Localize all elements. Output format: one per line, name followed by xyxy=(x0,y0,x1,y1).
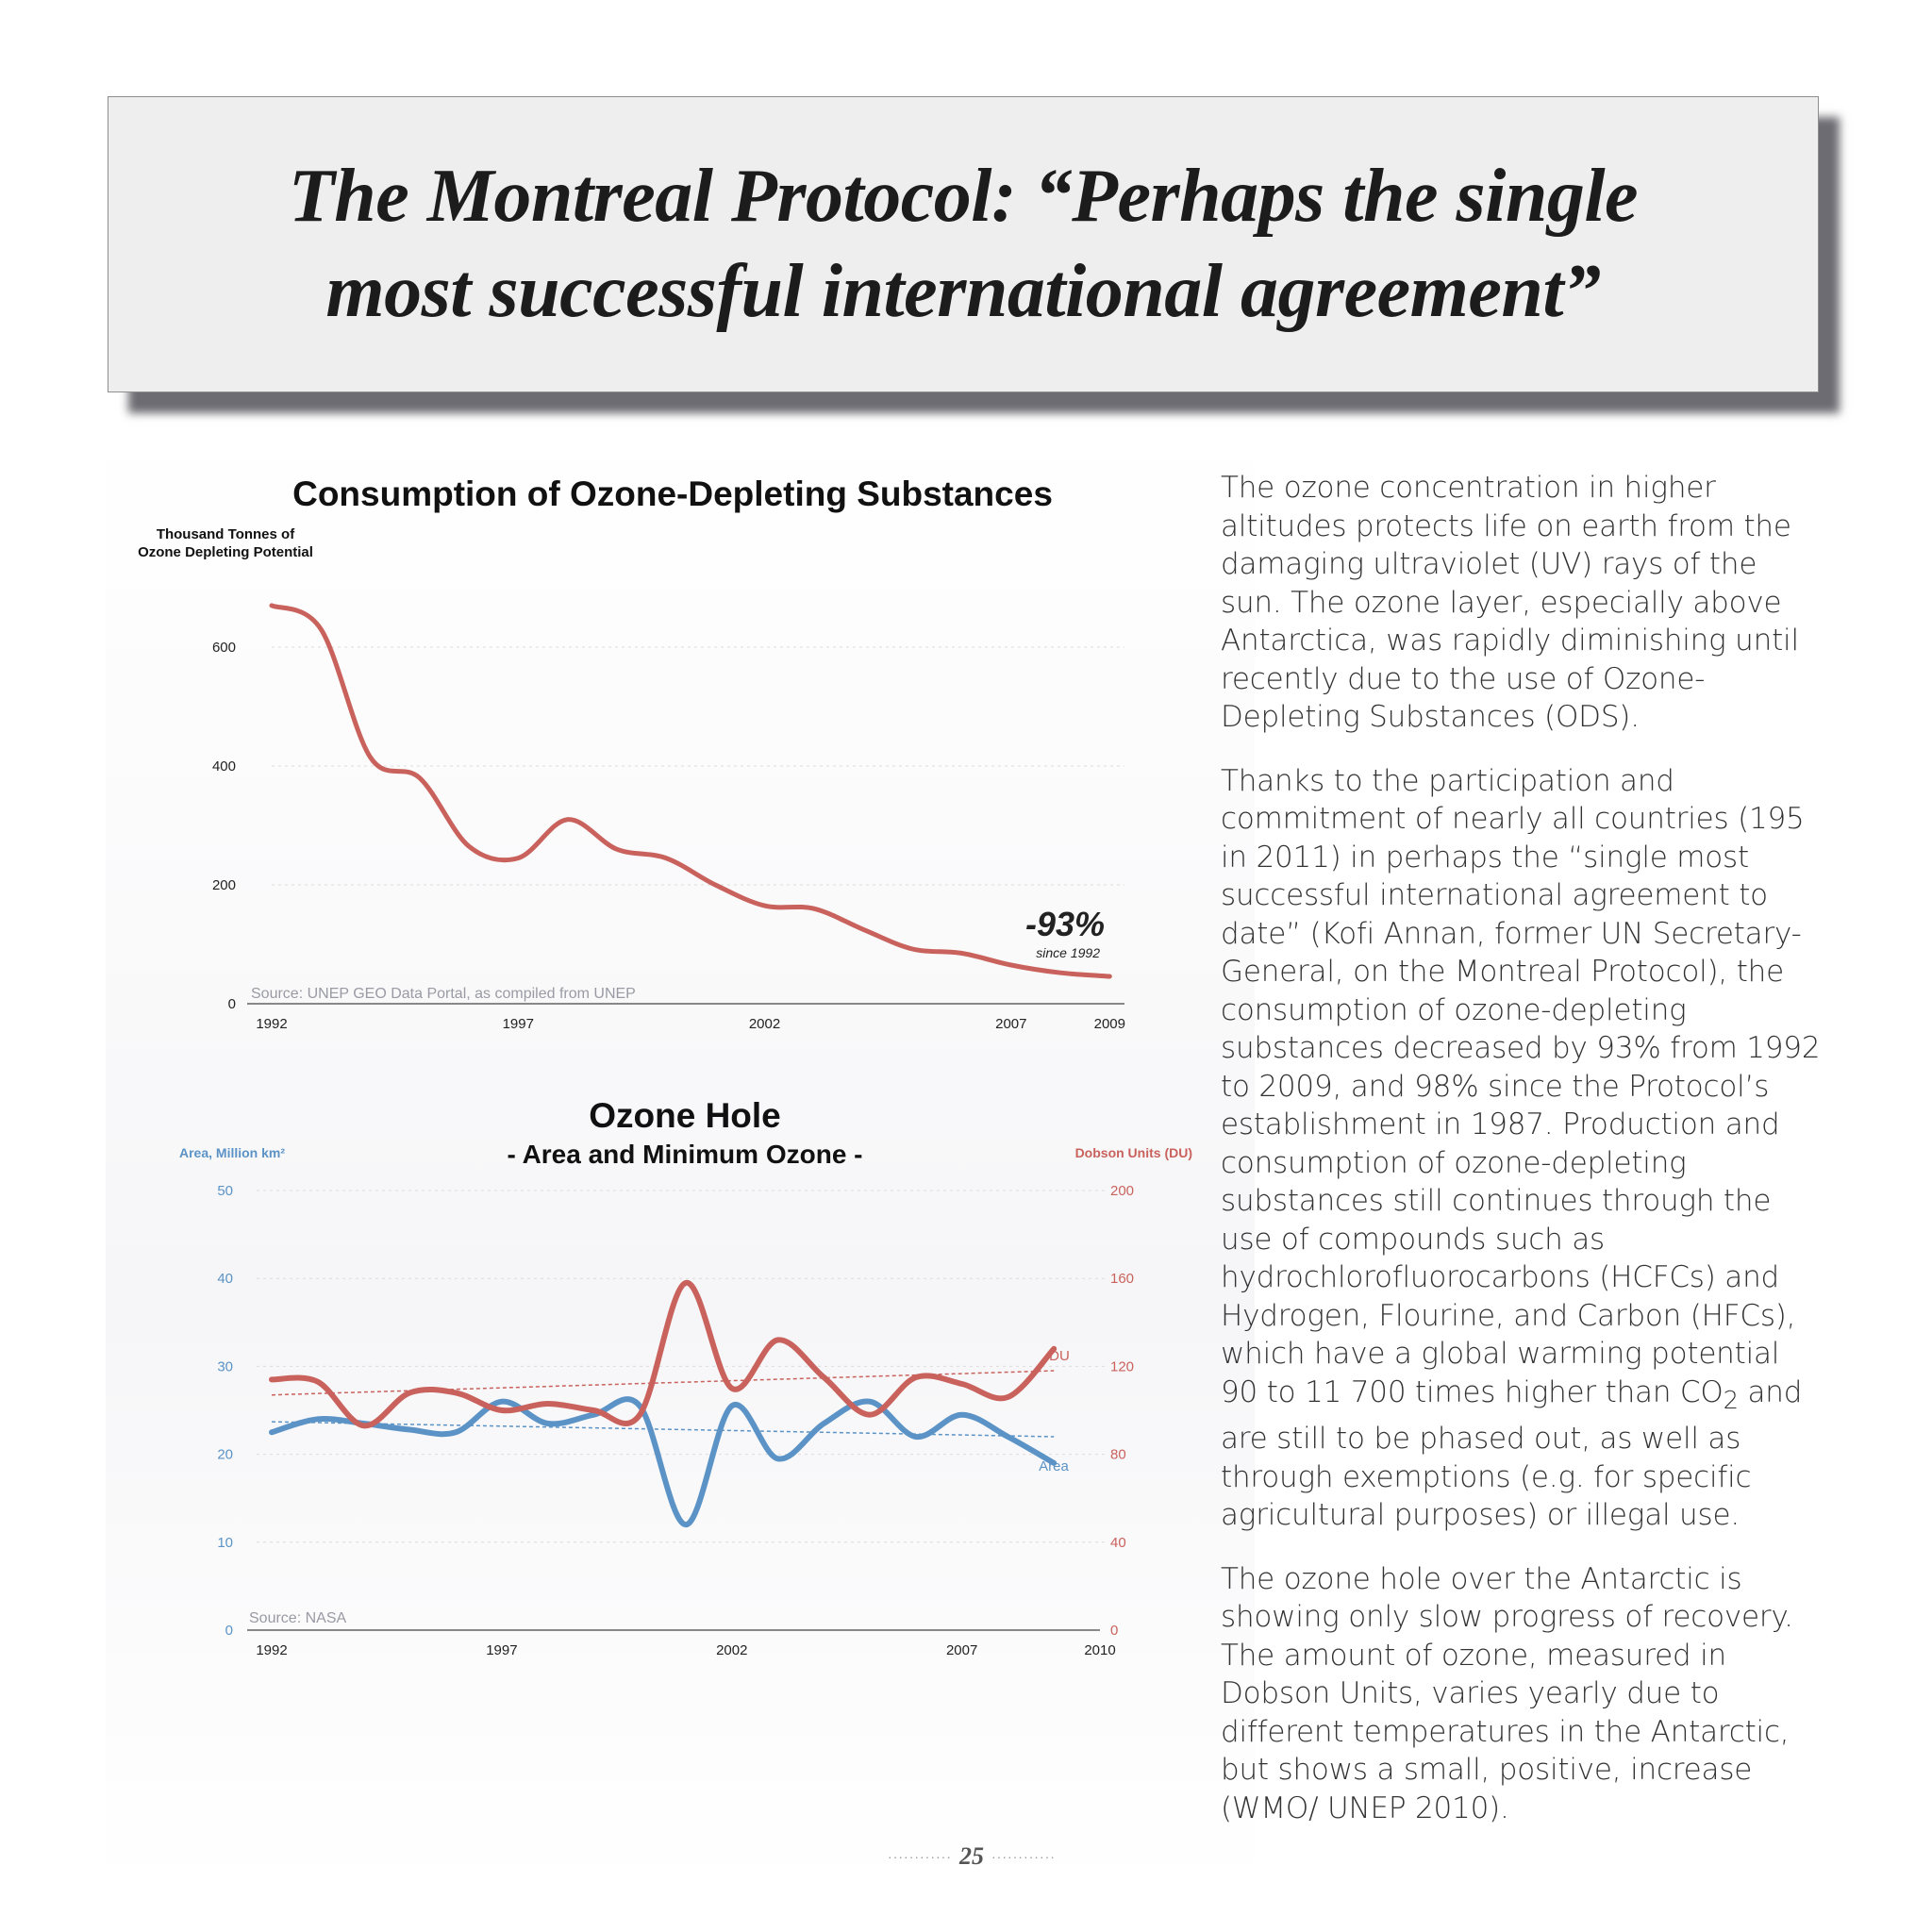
chart2-ylabel-right: Dobson Units (DU) xyxy=(1074,1145,1192,1160)
chart2-ytick-left: 30 xyxy=(217,1358,233,1375)
chart2-series-du xyxy=(272,1283,1054,1426)
chart1-annotation-value: -93% xyxy=(1024,905,1105,943)
chart1-annotation-sub: since 1992 xyxy=(1036,945,1100,960)
chart2-ytick-right: 80 xyxy=(1110,1446,1126,1463)
chart2-xtick-label: 1997 xyxy=(486,1642,518,1658)
chart1-ytick-label: 400 xyxy=(211,758,236,774)
chart2-title: Ozone Hole xyxy=(589,1096,781,1135)
chart1-series-line xyxy=(272,606,1109,976)
body-text xyxy=(1221,469,1824,1853)
footer-dots-right: ············ xyxy=(991,1849,1056,1864)
chart2-ytick-left: 40 xyxy=(217,1271,233,1288)
chart1-source: Source: UNEP GEO Data Portal, as compiled from UNEP xyxy=(251,986,636,1002)
chart1-ytick-label: 0 xyxy=(227,996,236,1012)
paragraph-2-part-2: and are still to be phased out, as well as through exemptions (e.g. for specific agricultural purposes) or illegal use. xyxy=(1221,1374,1803,1533)
chart2-ylabel-left: Area, Million km² xyxy=(179,1145,286,1160)
paragraph-1: The ozone concentration in higher altitudes protects life on earth from the damaging ultraviolet (UV) rays of the sun. The ozone layer, especially above Antarctica, was rapidly diminishing until recently due to the use of Ozone-Depleting Substances (ODS). xyxy=(1221,471,1799,734)
paragraph-3: The ozone hole over the Antarctic is showing only slow progress of recovery. The amount of ozone, measured in Dobson Units, varies yearly due to different temperatures in the Antarctic, but shows a small, positive, increase (WMO/ UNEP 2010). xyxy=(1221,1561,1793,1825)
chart2-legend-area: Area xyxy=(1039,1458,1069,1474)
chart2-xtick-label: 2010 xyxy=(1084,1642,1116,1658)
paragraph-2-part-1: Thanks to the participation and commitment of nearly all countries (195 in 2011) in perhaps the “single most successful international agreement to date” (Kofi Annan, former UN Secretary-General, on the Montreal Protocol), the consumption of ozone-depleting substances decreased by 93% from 1992 to 2009, and 98% since the Protocol’s establishment in 1987. Production and consumption of ozone-depleting substances still continues through the use of compounds such as hydrochlorofluorocarbons (HCFCs) and Hydrogen, Flourine, and Carbon (HFCs), which have a global warming potential 90 to 11 700 times higher than CO xyxy=(1221,763,1821,1409)
footer-dots-left: ············ xyxy=(888,1849,952,1864)
chart-panel xyxy=(106,426,1255,1887)
chart2-ytick-right: 40 xyxy=(1110,1534,1126,1551)
chart2-xtick-label: 2002 xyxy=(716,1642,748,1658)
page-title xyxy=(289,149,1638,340)
chart2-ytick-right: 200 xyxy=(1110,1183,1135,1199)
chart1-ytick-label: 600 xyxy=(211,640,236,656)
paragraph-2 xyxy=(1221,762,1824,1535)
chart1-ylabel-line1: Thousand Tonnes of xyxy=(156,526,295,542)
chart2-ytick-right: 0 xyxy=(1110,1623,1119,1639)
chart2-ytick-left: 20 xyxy=(217,1446,233,1463)
chart2-subtitle: - Area and Minimum Ozone - xyxy=(507,1140,863,1169)
page-title-line-1: The Montreal Protocol: “Perhaps the single xyxy=(288,155,1639,238)
title-banner xyxy=(108,96,1819,392)
chart2-source: Source: NASA xyxy=(249,1610,347,1626)
page-footer xyxy=(868,1838,1075,1875)
chart2-series-area xyxy=(272,1399,1054,1524)
chart2-ytick-left: 10 xyxy=(217,1534,233,1551)
chart2-ytick-right: 120 xyxy=(1110,1358,1135,1375)
chart2-ytick-right: 160 xyxy=(1110,1271,1135,1288)
charts-svg xyxy=(106,426,1255,1887)
chart1-xtick-label: 1992 xyxy=(256,1016,288,1032)
chart1-xtick-label: 2002 xyxy=(748,1016,781,1032)
chart1-xtick-label: 2007 xyxy=(995,1016,1027,1032)
chart1-xtick-label: 2009 xyxy=(1093,1016,1126,1032)
chart2-xtick-label: 1992 xyxy=(256,1642,288,1658)
chart1-title: Consumption of Ozone-Depleting Substances xyxy=(292,475,1053,513)
chart2-legend-du: DU xyxy=(1049,1348,1070,1364)
chart2-ytick-left: 0 xyxy=(225,1623,233,1639)
co2-subscript: 2 xyxy=(1723,1386,1739,1415)
chart2-ytick-left: 50 xyxy=(217,1183,233,1199)
chart1-ytick-label: 200 xyxy=(211,877,236,893)
chart1-ylabel-line2: Ozone Depleting Potential xyxy=(138,544,313,560)
chart2-xtick-label: 2007 xyxy=(945,1642,978,1658)
chart1-xtick-label: 1997 xyxy=(502,1016,534,1032)
page-number: 25 xyxy=(959,1842,984,1870)
page-title-line-2: most successful international agreement” xyxy=(325,250,1601,333)
